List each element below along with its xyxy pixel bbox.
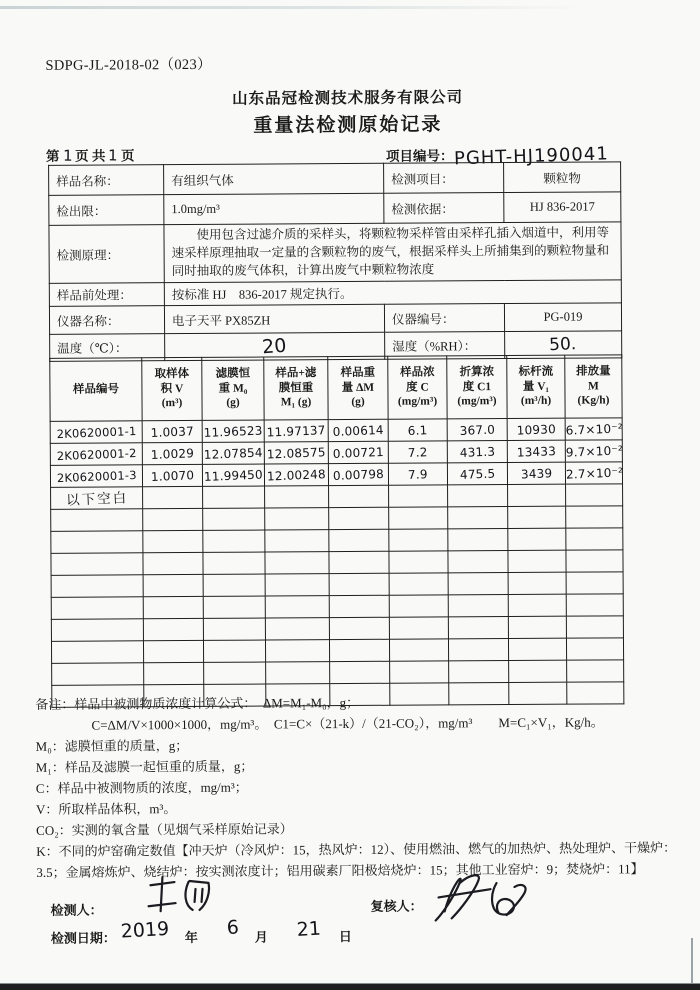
result-cell <box>203 508 265 530</box>
result-cell <box>328 441 388 463</box>
handwritten-value: 13433 <box>516 443 557 460</box>
test-basis-label: 检测依据： <box>384 193 504 224</box>
page-numbering <box>46 144 135 165</box>
note-definition-line: M₀：滤膜恒重的质量，g； <box>35 737 189 754</box>
result-cell <box>329 617 389 639</box>
result-cell <box>51 531 143 554</box>
reviewer-label: 复核人： <box>370 898 423 914</box>
handwritten-value: 3439 <box>520 465 553 481</box>
handwritten-value: 11.96523 <box>203 423 263 440</box>
result-cell <box>142 464 202 486</box>
result-cell <box>389 573 448 595</box>
result-cell <box>507 440 565 462</box>
remarks-formula-line1: 备注：样品中被测物质浓度计算公式： ΔM=M₁-M₀，g； <box>35 694 360 712</box>
measurement-results-table <box>49 354 624 707</box>
instrument-label: 仪器名称： <box>49 306 164 335</box>
result-cell <box>329 485 389 507</box>
result-cell <box>143 596 203 618</box>
result-cell <box>566 550 623 572</box>
result-cell <box>565 462 622 484</box>
result-cell <box>203 486 265 508</box>
result-cell <box>447 441 507 463</box>
handwritten-value: 475.5 <box>459 466 496 482</box>
handwritten-value: 1.0029 <box>150 445 195 462</box>
table-row <box>49 303 621 334</box>
result-cell <box>203 530 265 552</box>
handwritten-value: 10930 <box>516 421 557 438</box>
note-definition-line: CO₂：实测的氧含量（见烟气采样原始记录） <box>36 821 293 838</box>
result-cell <box>565 440 622 462</box>
result-cell <box>264 464 328 486</box>
test-item-label: 检测项目： <box>384 163 504 194</box>
result-cell <box>566 506 623 528</box>
result-cell <box>264 420 328 442</box>
principle-text: 使用包含过滤介质的采样头，将颗粒物采样管由采样孔插入烟道中，利用等速采样原理抽取一定量的含颗粒物的废气，根据采样头上所捕集到的颗粒物量和同时抽取的废气体积，计算出废气中颗粒物浓度 <box>171 225 610 278</box>
col-header-sample-id: 样品编号 <box>50 358 142 422</box>
tester-signature <box>142 873 242 918</box>
result-cell <box>51 553 143 576</box>
page-total-handwritten: 1 <box>108 146 119 165</box>
handwritten-value: 2K0620001-3 <box>56 467 137 485</box>
handwritten-value: 1.0037 <box>150 423 195 440</box>
result-cell <box>329 595 389 617</box>
sample-info-table <box>48 161 622 362</box>
result-cell <box>143 618 203 640</box>
result-cell <box>508 638 566 660</box>
temperature-label: 温度（℃）： <box>50 334 165 362</box>
result-cell <box>389 529 448 551</box>
handwritten-value: 2K0620001-1 <box>56 423 137 441</box>
result-cell <box>143 508 203 530</box>
result-cell <box>142 420 202 442</box>
result-cell <box>389 595 448 617</box>
result-cell <box>51 619 143 642</box>
results-header-row <box>50 355 622 421</box>
result-cell <box>143 530 203 552</box>
result-cell <box>566 616 623 638</box>
result-cell <box>202 464 264 486</box>
note-definition-line: K：不同的炉窑确定数值【冲天炉（冷风炉：15，热风炉：12）、使用燃油、燃气的加热炉、热处理炉、干燥炉：3.5；金属熔炼炉、烧结炉：按实测浓度计；铝用碳素厂阳极焙烧炉：15；其他工业窑炉：9；焚烧炉：11】 <box>36 840 677 880</box>
result-cell <box>389 639 448 661</box>
humidity-handwritten: 50. <box>549 334 578 356</box>
result-cell <box>566 594 623 616</box>
result-cell <box>389 617 448 639</box>
result-cell <box>565 418 622 440</box>
tester-label: 检测人： <box>50 902 103 918</box>
result-cell <box>50 465 142 488</box>
note-definition-line: C：样品中被测物质的浓度，mg/m³； <box>35 779 248 796</box>
result-cell <box>51 509 143 532</box>
handwritten-value: 7.9 <box>407 466 429 482</box>
result-cell <box>508 572 566 594</box>
result-cell <box>203 618 265 640</box>
result-cell <box>567 660 624 682</box>
result-cell <box>507 418 565 440</box>
notes-definitions <box>36 732 682 883</box>
result-cell <box>389 551 448 573</box>
handwritten-value: 7.2 <box>407 444 428 460</box>
month-char: 月 <box>254 929 268 945</box>
table-row <box>49 280 621 306</box>
table-row <box>49 162 621 195</box>
result-cell <box>51 575 143 598</box>
result-cell <box>328 419 388 441</box>
handwritten-value: 0.00798 <box>332 466 385 483</box>
result-cell <box>508 550 566 572</box>
handwritten-value: 0.00721 <box>332 444 385 461</box>
day-char: 日 <box>338 928 352 945</box>
result-cell <box>388 419 447 441</box>
result-cell <box>50 443 142 466</box>
result-cell <box>51 597 143 620</box>
remarks-formula-line2: C=ΔM/V×1000×1000，mg/m³。 C1=C×（21-k）/（21-CO₂），mg/m³ M=C₁×V₁，Kg/h。 <box>91 714 604 733</box>
company-name: 山东品冠检测技术服务有限公司 <box>232 89 464 108</box>
handwritten-value: 367.0 <box>459 422 496 438</box>
handwritten-value: 9.7×10⁻² <box>565 442 624 460</box>
scan-artifact-bottom <box>0 983 700 990</box>
test-item-value: 颗粒物 <box>504 162 621 193</box>
pretreatment-value: 按标准 HJ 836-2017 规定执行。 <box>164 280 621 306</box>
result-cell <box>329 507 389 529</box>
handwritten-value: 0.00614 <box>332 422 384 439</box>
result-cell <box>448 551 508 573</box>
handwritten-value: 2K0620001-2 <box>56 445 137 463</box>
result-cell <box>51 641 143 664</box>
result-cell <box>508 616 566 638</box>
col-header-standard-flow: 标杆流 量 V₁ (m³/h) <box>507 355 565 418</box>
result-cell <box>265 486 329 508</box>
result-cell <box>389 485 448 507</box>
result-cell <box>265 508 329 530</box>
result-cell <box>203 640 265 662</box>
date-month-handwritten: 6 <box>226 916 240 940</box>
result-cell <box>265 552 329 574</box>
blank-below-note: 以下空白 <box>65 490 128 509</box>
scan-artifact-right <box>691 938 693 984</box>
result-cell <box>448 529 508 551</box>
result-cell <box>448 595 508 617</box>
result-cell <box>329 551 389 573</box>
result-cell <box>265 574 329 596</box>
handwritten-value: 11.99450 <box>203 467 264 484</box>
handwritten-value: 1.0070 <box>150 467 195 484</box>
result-cell <box>203 552 265 574</box>
col-header-converted-concentration: 折算浓 度 C1 (mg/m³) <box>447 356 507 419</box>
result-cell <box>388 463 447 485</box>
result-cell <box>51 487 143 510</box>
detection-limit-label: 检出限： <box>49 195 164 226</box>
result-cell <box>203 574 265 596</box>
handwritten-value: 2.7×10⁻² <box>565 464 624 482</box>
result-cell <box>50 421 142 444</box>
result-cell <box>143 552 203 574</box>
instrument-no-label: 仪器编号： <box>384 304 504 333</box>
result-cell <box>203 596 265 618</box>
remarks-section <box>35 690 681 883</box>
note-definition-line: M₁：样品及滤膜一起恒重的质量，g； <box>35 758 254 775</box>
page-suffix: 页 <box>120 148 135 164</box>
results-table-body <box>50 418 624 707</box>
reviewer-signature <box>426 867 546 926</box>
col-header-concentration: 样品浓 度 C (mg/m³) <box>388 356 447 419</box>
result-cell <box>143 486 203 508</box>
instrument-value: 电子天平 PX85ZH <box>164 305 384 334</box>
result-cell <box>202 420 264 442</box>
result-cell <box>447 463 507 485</box>
result-cell <box>566 572 623 594</box>
table-row <box>49 222 621 284</box>
date-year-handwritten: 2019 <box>120 917 170 943</box>
result-cell <box>566 528 623 550</box>
result-cell <box>390 661 449 683</box>
result-cell <box>266 662 330 684</box>
result-cell <box>329 529 389 551</box>
result-cell <box>265 596 329 618</box>
result-cell <box>508 506 566 528</box>
result-cell <box>509 660 567 682</box>
result-cell <box>448 507 508 529</box>
handwritten-value: 6.1 <box>407 422 428 438</box>
result-cell <box>52 663 144 686</box>
principle-text-cell <box>164 222 621 283</box>
detection-limit-value: 1.0mg/m³ <box>164 193 384 224</box>
result-cell <box>448 639 508 661</box>
result-cell <box>508 528 566 550</box>
result-cell <box>329 573 389 595</box>
result-cell <box>143 640 203 662</box>
document-title: 重量法检测原始记录 <box>253 114 443 137</box>
sample-name-value: 有组织气体 <box>164 163 384 194</box>
result-cell <box>265 530 329 552</box>
page-number-handwritten: 1 <box>62 146 73 165</box>
col-header-filter-weight: 滤膜恒 重 M₀ (g) <box>202 357 264 420</box>
table-row <box>49 192 621 225</box>
note-definition-line: V：所取样品体积，m³。 <box>35 801 177 817</box>
result-cell <box>508 484 566 506</box>
sample-name-label: 样品名称： <box>49 165 164 196</box>
result-cell <box>143 574 203 596</box>
col-header-sample-volume: 取样体 积 V (m³) <box>142 357 202 420</box>
test-date-label: 检测日期： <box>50 930 116 946</box>
result-cell <box>389 507 448 529</box>
date-day-handwritten: 21 <box>296 917 322 941</box>
instrument-no-value: PG-019 <box>504 303 621 332</box>
handwritten-value: 12.07854 <box>203 445 264 462</box>
result-cell <box>264 442 328 464</box>
result-cell <box>448 617 508 639</box>
result-cell <box>265 618 329 640</box>
col-header-sample-weight: 样品重 量 ΔM (g) <box>328 356 388 419</box>
handwritten-value: 12.00248 <box>266 466 327 484</box>
result-cell <box>448 573 508 595</box>
year-char: 年 <box>184 929 198 946</box>
page-prefix: 第 <box>45 148 60 164</box>
handwritten-value: 431.3 <box>459 444 496 460</box>
pretreatment-label: 样品前处理： <box>49 283 164 307</box>
result-cell <box>202 442 264 464</box>
form-code: SDPG-JL-2018-02（023） <box>45 56 212 74</box>
result-cell <box>142 442 202 464</box>
result-cell <box>447 419 507 441</box>
project-number-handwritten: PGHT-HJ190041 <box>453 143 609 170</box>
humidity-label: 湿度（%RH）： <box>385 332 505 360</box>
col-header-emission: 排放量 M (Kg/h) <box>565 355 622 418</box>
result-cell <box>204 662 266 684</box>
principle-label: 检测原理： <box>49 225 164 284</box>
result-cell <box>144 662 204 684</box>
handwritten-value: 6.7×10⁻² <box>565 420 624 438</box>
handwritten-value: 11.97137 <box>266 422 326 440</box>
result-cell <box>566 484 623 506</box>
temperature-handwritten: 20 <box>261 334 288 359</box>
project-number-label: 项目编号： <box>385 148 454 164</box>
result-cell <box>566 638 623 660</box>
result-cell <box>448 485 508 507</box>
result-cell <box>329 639 389 661</box>
result-cell <box>449 661 509 683</box>
result-cell <box>330 661 390 683</box>
handwritten-value: 12.08575 <box>266 444 327 462</box>
result-cell <box>328 463 388 485</box>
col-header-sample-plus-filter: 样品+滤 膜恒重 M₁ (g) <box>264 357 328 420</box>
test-basis-value: HJ 836-2017 <box>504 192 621 223</box>
result-cell <box>507 462 565 484</box>
result-cell <box>388 441 447 463</box>
result-cell <box>265 640 329 662</box>
result-cell <box>508 594 566 616</box>
page-middle: 页 共 <box>75 148 106 164</box>
